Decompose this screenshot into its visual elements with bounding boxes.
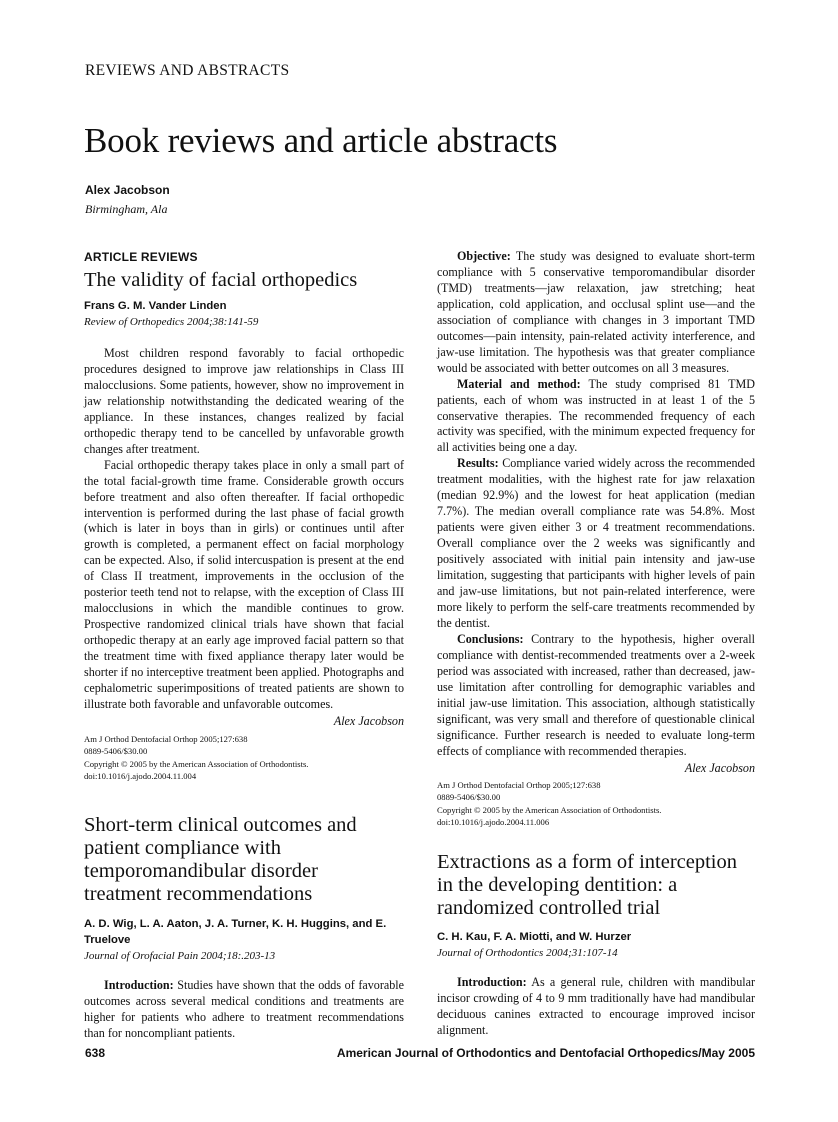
citation-block [84,733,404,783]
citation-line: Am J Orthod Dentofacial Orthop 2005;127:638 [84,733,248,744]
article-review-3 [437,851,755,1039]
article-review-2 [84,814,404,1042]
article-title: The validity of facial orthopedics [84,269,358,291]
body-text: The study was designed to evaluate short-term compliance with 5 conservative temporomandibular disorder (TMD) treatments—jaw relaxation, jaw stretching; heat application, cold application, and occlusal splint use—and the association of compliance with changes in 3 important TMD outcomes—pain intensity, pain-related activity interference, and jaw-use limitation. The hypothesis was that greater compliance would be associated with better outcomes on all 3 measures. [437,249,755,375]
page-author: Alex Jacobson [85,183,170,197]
article-title: Extractions as a form of interception in the developing dentition: a randomized controlled trial [437,851,737,919]
category-label: ARTICLE REVIEWS [84,250,198,264]
runin-heading: Introduction: [457,975,527,989]
citation-line: doi:10.1016/j.ajodo.2004.11.006 [437,817,550,827]
review-signature: Alex Jacobson [684,760,755,775]
article-review-2-continued [437,249,755,829]
citation-line: Copyright © 2005 by the American Association of Orthodontists. [84,758,309,769]
article-title: Short-term clinical outcomes and patient compliance with temporomandibular disorder treatment recommendations [84,814,357,905]
page-affiliation: Birmingham, Ala [85,202,168,216]
body-paragraph [437,456,755,631]
article-journal: Journal of Orthodontics 2004;31:107-14 [437,947,618,959]
citation-line: Copyright © 2005 by the American Association of Orthodontists. [437,804,662,815]
body-paragraph [437,249,755,377]
body-paragraph [437,632,755,760]
article-body [437,975,755,1039]
page-number: 638 [85,1046,106,1060]
body-paragraph: Facial orthopedic therapy takes place in only a small part of the total facial-growth time frame. Considerable growth occurs before treatment and also often thereafter. If facial orthopedic intervention is performed during the last phase of facial growth (which is later in boys than in girls) or continues until after growth is completed, a permanent effect on facial morphology can be expected. Also, if solid intercuspation is present at the end of Class II treatment, improvements in the occlusion of the posterior teeth tend not to relapse, with the exception of Class III malocclusions in which the mandible continues to grow. Prospective randomized clinical trials have shown that facial orthopedic therapy at an early age improved facial pattern so that the treatment time with fixed appliance therapy later would be shorter if no interceptive treatment been applied. Photographs and cephalometric superimpositions of treated patients are shown to illustrate both favorable and unfavorable outcomes. [84,457,404,711]
citation-line: 0889-5406/$30.00 [84,746,148,757]
article-body [437,249,755,760]
runin-heading: Introduction: [104,978,174,992]
runin-heading: Results: [457,456,499,471]
body-paragraph [437,975,755,1039]
body-text: Compliance varied widely across the recommended treatment modalities, with the highest rate for jaw relaxation (median 92.9%) and the lowest for heat application (median 7.7%). The median overall compliance rate was 54.8%. Most patients were given either 3 or 4 treatment recommendations. Overall compliance over the 2 weeks was significantly and positively associated with initial pain intensity and jaw-use limitation, suggesting that participants with higher levels of pain and jaw-use limitations, but not pain-related interference, were more likely to perform the self-care treatments recommended by the dentist. [437,456,755,630]
section-label: REVIEWS AND ABSTRACTS [85,62,290,79]
citation-line: Am J Orthod Dentofacial Orthop 2005;127:638 [437,779,601,790]
article-authors: Frans G. M. Vander Linden [84,300,227,312]
article-body [84,346,404,713]
citation-line: doi:10.1016/j.ajodo.2004.11.004 [84,771,197,782]
article-body [84,978,404,1042]
article-journal: Journal of Orofacial Pain 2004;18:.203-13 [84,950,276,962]
citation-line: 0889-5406/$30.00 [437,792,501,802]
body-text: Studies have shown that the odds of favorable outcomes across several medical conditions and treatments are higher for patients who adhere to treatment recommendations than for noncompliant patients. [84,978,404,1040]
body-paragraph [84,978,404,1042]
body-text: As a general rule, children with mandibular incisor crowding of 4 to 9 mm traditionally have had mandibular deciduous canines extracted to encourage improved incisor alignment. [437,975,755,1037]
body-paragraph: Most children respond favorably to facial orthopedic procedures designed to improve jaw relationships in Class III malocclusions. Some patients, however, show no improvement in jaw relationship notwithstanding the dedicated wearing of the appliance. In these instances, changes realized by facial orthopedic therapy tend to be cancelled by unfavorable growth changes after treatment. [84,346,404,456]
body-text: The study comprised 81 TMD patients, each of whom was instructed in at least 1 of the 5 conservative therapies. The recommended frequency of each activity was specified, with the minimum expected frequency for all activities being one a day. [437,376,755,455]
runin-heading: Material and method: [457,376,581,391]
runin-heading: Objective: [457,249,511,263]
article-journal: Review of Orthopedics 2004;38:141-59 [84,316,259,328]
citation-block [437,779,755,829]
footer-journal: American Journal of Orthodontics and Dentofacial Orthopedics/May 2005 [336,1046,755,1060]
body-text: Contrary to the hypothesis, higher overall compliance with dentist-recommended treatments over a 2-week period was associated with increased, rather than decreased, jaw-use limitation after controlling for demographic variables and initial jaw-use limitation. This association, although statistically significant, was very small and therefore of questionable clinical significance. Further research is needed to evaluate long-term effects of compliance with recommended therapies. [437,631,755,758]
review-signature: Alex Jacobson [333,713,404,728]
article-review-1 [84,250,404,783]
article-authors: C. H. Kau, F. A. Miotti, and W. Hurzer [437,931,632,943]
runin-heading: Conclusions: [457,631,524,646]
page-title: Book reviews and article abstracts [84,121,558,160]
article-authors: A. D. Wig, L. A. Aaton, J. A. Turner, K. H. Huggins, and E. Truelove [84,918,387,946]
body-paragraph [437,377,755,457]
